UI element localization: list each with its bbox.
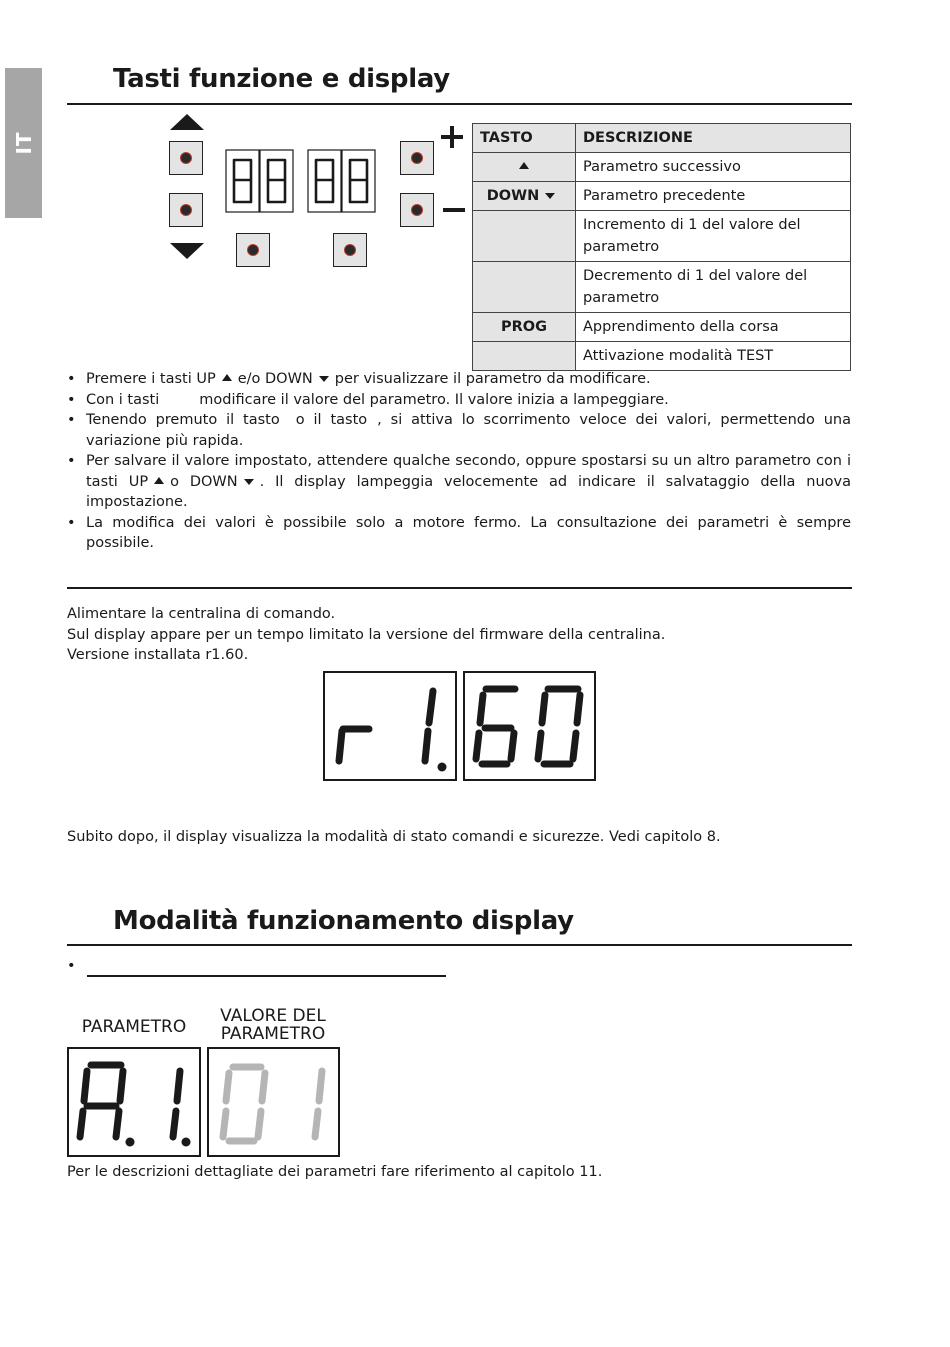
language-tab: [5, 68, 42, 218]
parameter-reference-note: Per le descrizioni dettagliate dei parametri fare riferimento al capitolo 11.: [67, 1164, 603, 1180]
section-title-display-modes: Modalità funzionamento display: [113, 906, 574, 936]
table-row: [473, 262, 851, 313]
section-rule: [67, 944, 852, 946]
label-parameter: PARAMETRO: [81, 1017, 187, 1037]
table-desc-cell: Apprendimento della corsa: [576, 313, 851, 342]
table-row: [473, 153, 851, 182]
control-panel-svg: [160, 110, 470, 270]
table-row: [473, 313, 851, 342]
list-item: • Premere i tasti UP e/o DOWN per visualizzare il parametro da modificare.: [67, 369, 851, 390]
list-item: • La modifica dei valori è possibile solo a motore fermo. La consultazione dei parametri è sempre possibile.: [67, 513, 851, 554]
keys-table: [472, 123, 851, 371]
firmware-paragraph: Alimentare la centralina di comando. Sul display appare per un tempo limitato la versione del firmware della centralina. Versione installata r1.60.: [67, 606, 666, 663]
table-row: [473, 211, 851, 262]
down-key-button[interactable]: [169, 193, 203, 227]
blank-underline: [87, 975, 446, 977]
section-title-keys-display: Tasti funzione e display: [113, 64, 450, 94]
table-key-cell: PROG: [473, 313, 576, 342]
label-parameter-value: VALORE DEL PARAMETRO: [220, 1006, 326, 1044]
control-panel-diagram: [160, 110, 470, 270]
table-header-row: [473, 124, 851, 153]
up-arrow-icon: [519, 162, 529, 169]
table-key-cell: [473, 182, 576, 211]
table-desc-cell: Decremento di 1 del valore del parametro: [576, 262, 851, 313]
table-desc-cell: Incremento di 1 del valore del parametro: [576, 211, 851, 262]
section-rule: [67, 587, 852, 589]
down-arrow-icon: [319, 376, 329, 382]
table-key-cell: [473, 153, 576, 182]
table-desc-cell: Parametro precedente: [576, 182, 851, 211]
table-row: [473, 182, 851, 211]
firmware-display-right: [463, 671, 596, 781]
bullet-dot: •: [67, 958, 76, 974]
test-key-button[interactable]: [333, 233, 367, 267]
table-desc-cell: Attivazione modalità TEST: [576, 342, 851, 371]
table-key-cell: [473, 211, 576, 262]
down-arrow-icon: [244, 479, 254, 485]
digits-60: [465, 673, 594, 779]
parameter-value-display: [207, 1047, 340, 1157]
list-item: • Per salvare il valore impostato, attendere qualche secondo, oppure spostarsi su un altro parametro con i tasti UP o DOWN . Il display lampeggia velocemente ad indicare il salvataggio della nuova impostazione.: [67, 451, 851, 513]
parameter-display: [67, 1047, 201, 1157]
table-key-cell: [473, 342, 576, 371]
table-header-key: TASTO: [473, 124, 576, 153]
firmware-display-left: [323, 671, 457, 781]
list-item: • Tenendo premuto il tasto o il tasto , si attiva lo scorrimento veloce dei valori, permettendo una variazione più rapida.: [67, 410, 851, 451]
table-row: [473, 342, 851, 371]
minus-icon: [443, 208, 465, 212]
table-header-description: DESCRIZIONE: [576, 124, 851, 153]
up-arrow-icon: [170, 114, 204, 130]
table-key-label: DOWN: [486, 188, 540, 204]
status-mode-paragraph: Subito dopo, il display visualizza la modalità di stato comandi e sicurezze. Vedi capitolo 8.: [67, 829, 721, 845]
plus-icon: [441, 126, 463, 148]
instructions-list: [67, 369, 851, 554]
prog-key-button[interactable]: [236, 233, 270, 267]
down-arrow-icon: [545, 193, 555, 199]
minus-key-button[interactable]: [400, 193, 434, 227]
digits-A1: [69, 1049, 199, 1155]
list-item: • Con i tasti modificare il valore del parametro. Il valore inizia a lampeggiare.: [67, 390, 851, 411]
plus-key-button[interactable]: [400, 141, 434, 175]
digits-01: [209, 1049, 338, 1155]
digits-r1: [325, 673, 455, 779]
down-arrow-icon: [170, 243, 204, 259]
up-key-button[interactable]: [169, 141, 203, 175]
section-rule: [67, 103, 852, 105]
up-arrow-icon: [154, 477, 164, 484]
table-key-cell: [473, 262, 576, 313]
language-tab-label: IT: [11, 131, 36, 155]
up-arrow-icon: [222, 374, 232, 381]
table-desc-cell: Parametro successivo: [576, 153, 851, 182]
